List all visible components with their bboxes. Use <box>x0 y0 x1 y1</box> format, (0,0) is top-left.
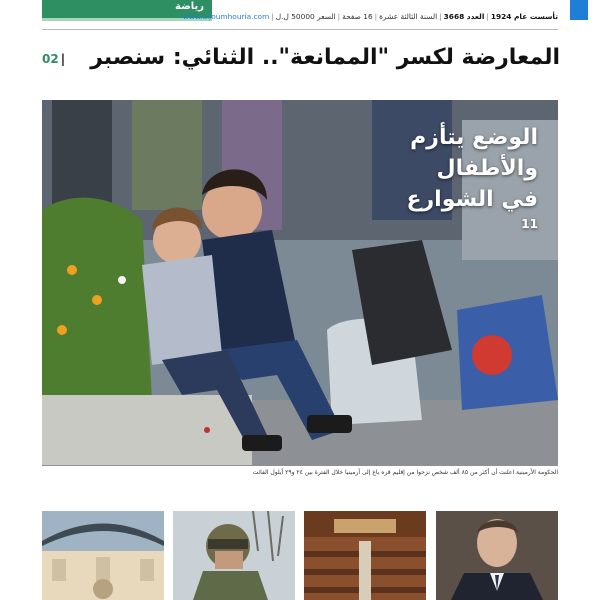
headline-page-number: 02 <box>42 52 59 66</box>
parliament-icon <box>304 511 426 600</box>
thumbnail-building[interactable] <box>42 511 164 600</box>
page-count: 16 صفحة <box>342 12 373 21</box>
building-icon <box>42 511 164 600</box>
thumbnail-soldier[interactable] <box>173 511 295 600</box>
website-link[interactable]: www.aljoumhouria.com <box>182 12 270 21</box>
thumbnail-portrait[interactable] <box>436 511 558 600</box>
lead-title-line-3: في الشوارع <box>406 187 538 212</box>
lead-title-line-2: والأطفال <box>436 156 538 181</box>
portrait-icon <box>436 511 558 600</box>
publication-year: السنة الثالثة عشرة <box>379 12 438 21</box>
issue-meta-line: تأسست عام 1924|العدد 3668|السنة الثالثة عشرة|16 صفحة|السعر 50000 ل.ل|www.aljoumhouria.com <box>182 12 558 21</box>
soldier-icon <box>173 511 295 600</box>
thumbnail-parliament[interactable] <box>304 511 426 600</box>
lead-page-ref: 11 <box>521 217 538 231</box>
main-headline[interactable]: المعارضة لكسر "الممانعة".. الثنائي: سنصبر <box>90 45 560 70</box>
founded-year: تأسست عام 1924 <box>490 12 558 21</box>
masthead-blue-block <box>570 0 588 20</box>
lead-story-title[interactable] <box>398 122 538 233</box>
thumbnail-row <box>42 511 558 600</box>
masthead-bar <box>0 0 600 28</box>
issue-number: العدد 3668 <box>443 12 485 21</box>
lead-photo[interactable] <box>42 100 558 466</box>
section-label[interactable]: رياضة <box>175 1 204 12</box>
photo-caption: الحكومة الأرمينية اعلنت أن أكثر من ٨٥ ألف شخص نزحوا من إقليم قره باغ إلى أرمينيا خلال الفترة بين ٢٤ و٢٩ أيلول الفائت <box>252 469 558 476</box>
issue-price: السعر 50000 ل.ل <box>275 12 336 21</box>
lead-title-line-1: الوضع يتأزم <box>410 125 538 150</box>
headline-page-ref[interactable]: 02 | <box>42 52 66 66</box>
masthead-divider <box>42 29 558 30</box>
